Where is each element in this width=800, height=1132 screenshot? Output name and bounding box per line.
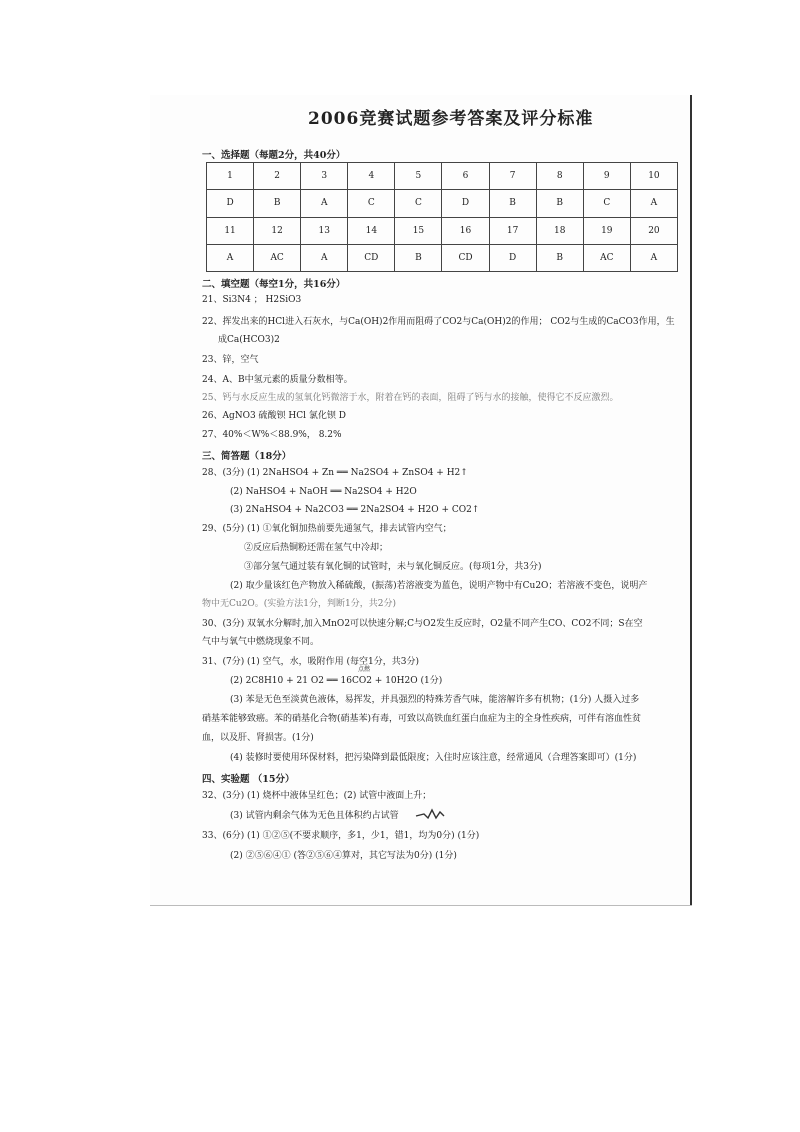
table-cell: AC xyxy=(583,244,630,271)
table-cell: 2 xyxy=(254,163,301,190)
table-cell: 10 xyxy=(630,163,677,190)
page-edge-shadow xyxy=(690,95,692,905)
reaction-condition: 点燃 xyxy=(358,666,371,673)
answer-line: (3) 试管内剩余气体为无色且体积约占试管 xyxy=(230,811,399,821)
table-cell: A xyxy=(301,244,348,271)
table-cell: 17 xyxy=(489,217,536,244)
table-cell: B xyxy=(254,190,301,217)
table-cell: 5 xyxy=(395,163,442,190)
page-bottom-edge xyxy=(150,905,692,906)
answer-line: 22、挥发出来的HCl进入石灰水，与Ca(OH)2作用而阻碍了CO2与Ca(OH)2的作用； CO2与生成的CaCO3作用，生 xyxy=(202,317,675,327)
answer-line: (4) 装修时要使用环保材料，把污染降到最低限度；入住时应该注意，经常通风（合理答案即可）(1分) xyxy=(230,753,637,763)
table-cell: 18 xyxy=(536,217,583,244)
table-cell: A xyxy=(630,190,677,217)
table-cell: 11 xyxy=(207,217,254,244)
table-cell: AC xyxy=(254,244,301,271)
answer-line: 32、(3分) (1) 烧杯中液体呈红色；(2) 试管中液面上升； xyxy=(202,791,432,801)
answer-line: 26、AgNO3 硫酸钡 HCl 氯化钡 D xyxy=(202,411,346,421)
answer-line: 气中与氧气中燃烧现象不同。 xyxy=(202,637,320,647)
answer-line: (2) 取少量该红色产物放入稀硫酸，(振荡)若溶液变为蓝色，说明产物中有Cu2O；若溶液不变色，说明产 xyxy=(230,581,648,591)
answer-line: 23、锌，空气 xyxy=(202,355,259,365)
section-heading-choice: 一、选择题（每题2分，共40分） xyxy=(202,150,346,161)
answer-line: 33、(6分) (1) ①②⑤(不要求顺序，多1，少1，错1，均为0分) (1分) xyxy=(202,831,480,841)
table-row xyxy=(207,163,678,190)
table-cell: 8 xyxy=(536,163,583,190)
table-cell: 9 xyxy=(583,163,630,190)
section-heading-short-answer: 三、简答题（18分） xyxy=(202,451,292,462)
answer-line: ②反应后热铜粉还需在氢气中冷却； xyxy=(244,543,389,553)
answer-line: 血，以及肝、肾损害。(1分) xyxy=(202,733,314,743)
table-cell: 6 xyxy=(442,163,489,190)
answer-line: 24、A、B中氢元素的质量分数相等。 xyxy=(202,375,353,385)
answer-line: 29、(5分) (1) ①氧化铜加热前要先通氢气，排去试管内空气； xyxy=(202,524,452,534)
page-title: 2006竞赛试题参考答案及评分标准 xyxy=(308,109,594,129)
answer-line: 硝基苯能够致癌。苯的硝基化合物(硝基苯)有毒，可致以高铁血红蛋白血症为主的全身性疾病，可伴有溶血性贫 xyxy=(202,714,642,724)
table-row xyxy=(207,190,678,217)
answer-line: 成Ca(HCO3)2 xyxy=(218,335,280,345)
table-cell: C xyxy=(348,190,395,217)
table-cell: 12 xyxy=(254,217,301,244)
table-cell: 19 xyxy=(583,217,630,244)
table-cell: A xyxy=(301,190,348,217)
answer-line: (3) 2NaHSO4 + Na2CO3 ══ 2Na2SO4 + H2O + CO2↑ xyxy=(230,505,480,515)
answer-table xyxy=(206,162,678,272)
answer-line: (2) 2C8H10 + 21 O2 ══ 16CO2 + 10H2O (1分) xyxy=(230,676,443,686)
answer-line: (2) ②⑤⑥④① (答②⑤⑥④算对，其它写法为0分) (1分) xyxy=(230,851,457,861)
table-row xyxy=(207,217,678,244)
table-cell: 13 xyxy=(301,217,348,244)
table-cell: 14 xyxy=(348,217,395,244)
answer-line: 28、(3分) (1) 2NaHSO4 + Zn ══ Na2SO4 + ZnSO4 + H2↑ xyxy=(202,468,468,478)
table-cell: B xyxy=(536,244,583,271)
answer-line: 物中无Cu2O。(实验方法1分，判断1分，共2分) xyxy=(202,599,396,609)
table-cell: A xyxy=(630,244,677,271)
table-cell: 15 xyxy=(395,217,442,244)
table-cell: 16 xyxy=(442,217,489,244)
table-cell: D xyxy=(489,244,536,271)
table-cell: C xyxy=(583,190,630,217)
table-cell: B xyxy=(489,190,536,217)
answer-line: (2) NaHSO4 + NaOH ══ Na2SO4 + H2O xyxy=(230,487,417,497)
table-cell: 3 xyxy=(301,163,348,190)
section-heading-experiment: 四、实验题 （15分） xyxy=(202,774,295,785)
handwritten-mark xyxy=(414,806,448,822)
answer-line: (3) 苯是无色至淡黄色液体，易挥发，并具强烈的特殊芳香气味，能溶解许多有机物；(1分) 人摄入过多 xyxy=(230,695,640,705)
table-cell: C xyxy=(395,190,442,217)
table-cell: 7 xyxy=(489,163,536,190)
table-cell: 20 xyxy=(630,217,677,244)
table-cell: CD xyxy=(442,244,489,271)
answer-line: 25、钙与水反应生成的氢氧化钙微溶于水，附着在钙的表面，阻碍了钙与水的接触，使得它不反应激烈。 xyxy=(202,393,619,403)
answer-line: 27、40%＜W%＜88.9%， 8.2% xyxy=(202,430,342,440)
table-cell: 4 xyxy=(348,163,395,190)
table-row xyxy=(207,244,678,271)
table-cell: D xyxy=(207,190,254,217)
answer-line: ③部分氢气通过装有氧化铜的试管时，未与氧化铜反应。(每项1分，共3分) xyxy=(244,562,542,572)
table-cell: A xyxy=(207,244,254,271)
answer-line: 30、(3分) 双氧水分解时,加入MnO2可以快速分解;C与O2发生反应时，O2量不同产生CO、CO2不同；S在空 xyxy=(202,619,643,629)
section-heading-fill: 二、填空题（每空1分，共16分） xyxy=(202,279,346,290)
table-cell: B xyxy=(395,244,442,271)
answer-line: 31、(7分) (1) 空气，水，吸附作用 (每空1分，共3分) xyxy=(202,657,420,667)
table-cell: B xyxy=(536,190,583,217)
table-cell: D xyxy=(442,190,489,217)
table-cell: 1 xyxy=(207,163,254,190)
table-cell: CD xyxy=(348,244,395,271)
answer-line: 21、Si3N4 ； H2SiO3 xyxy=(202,295,302,305)
